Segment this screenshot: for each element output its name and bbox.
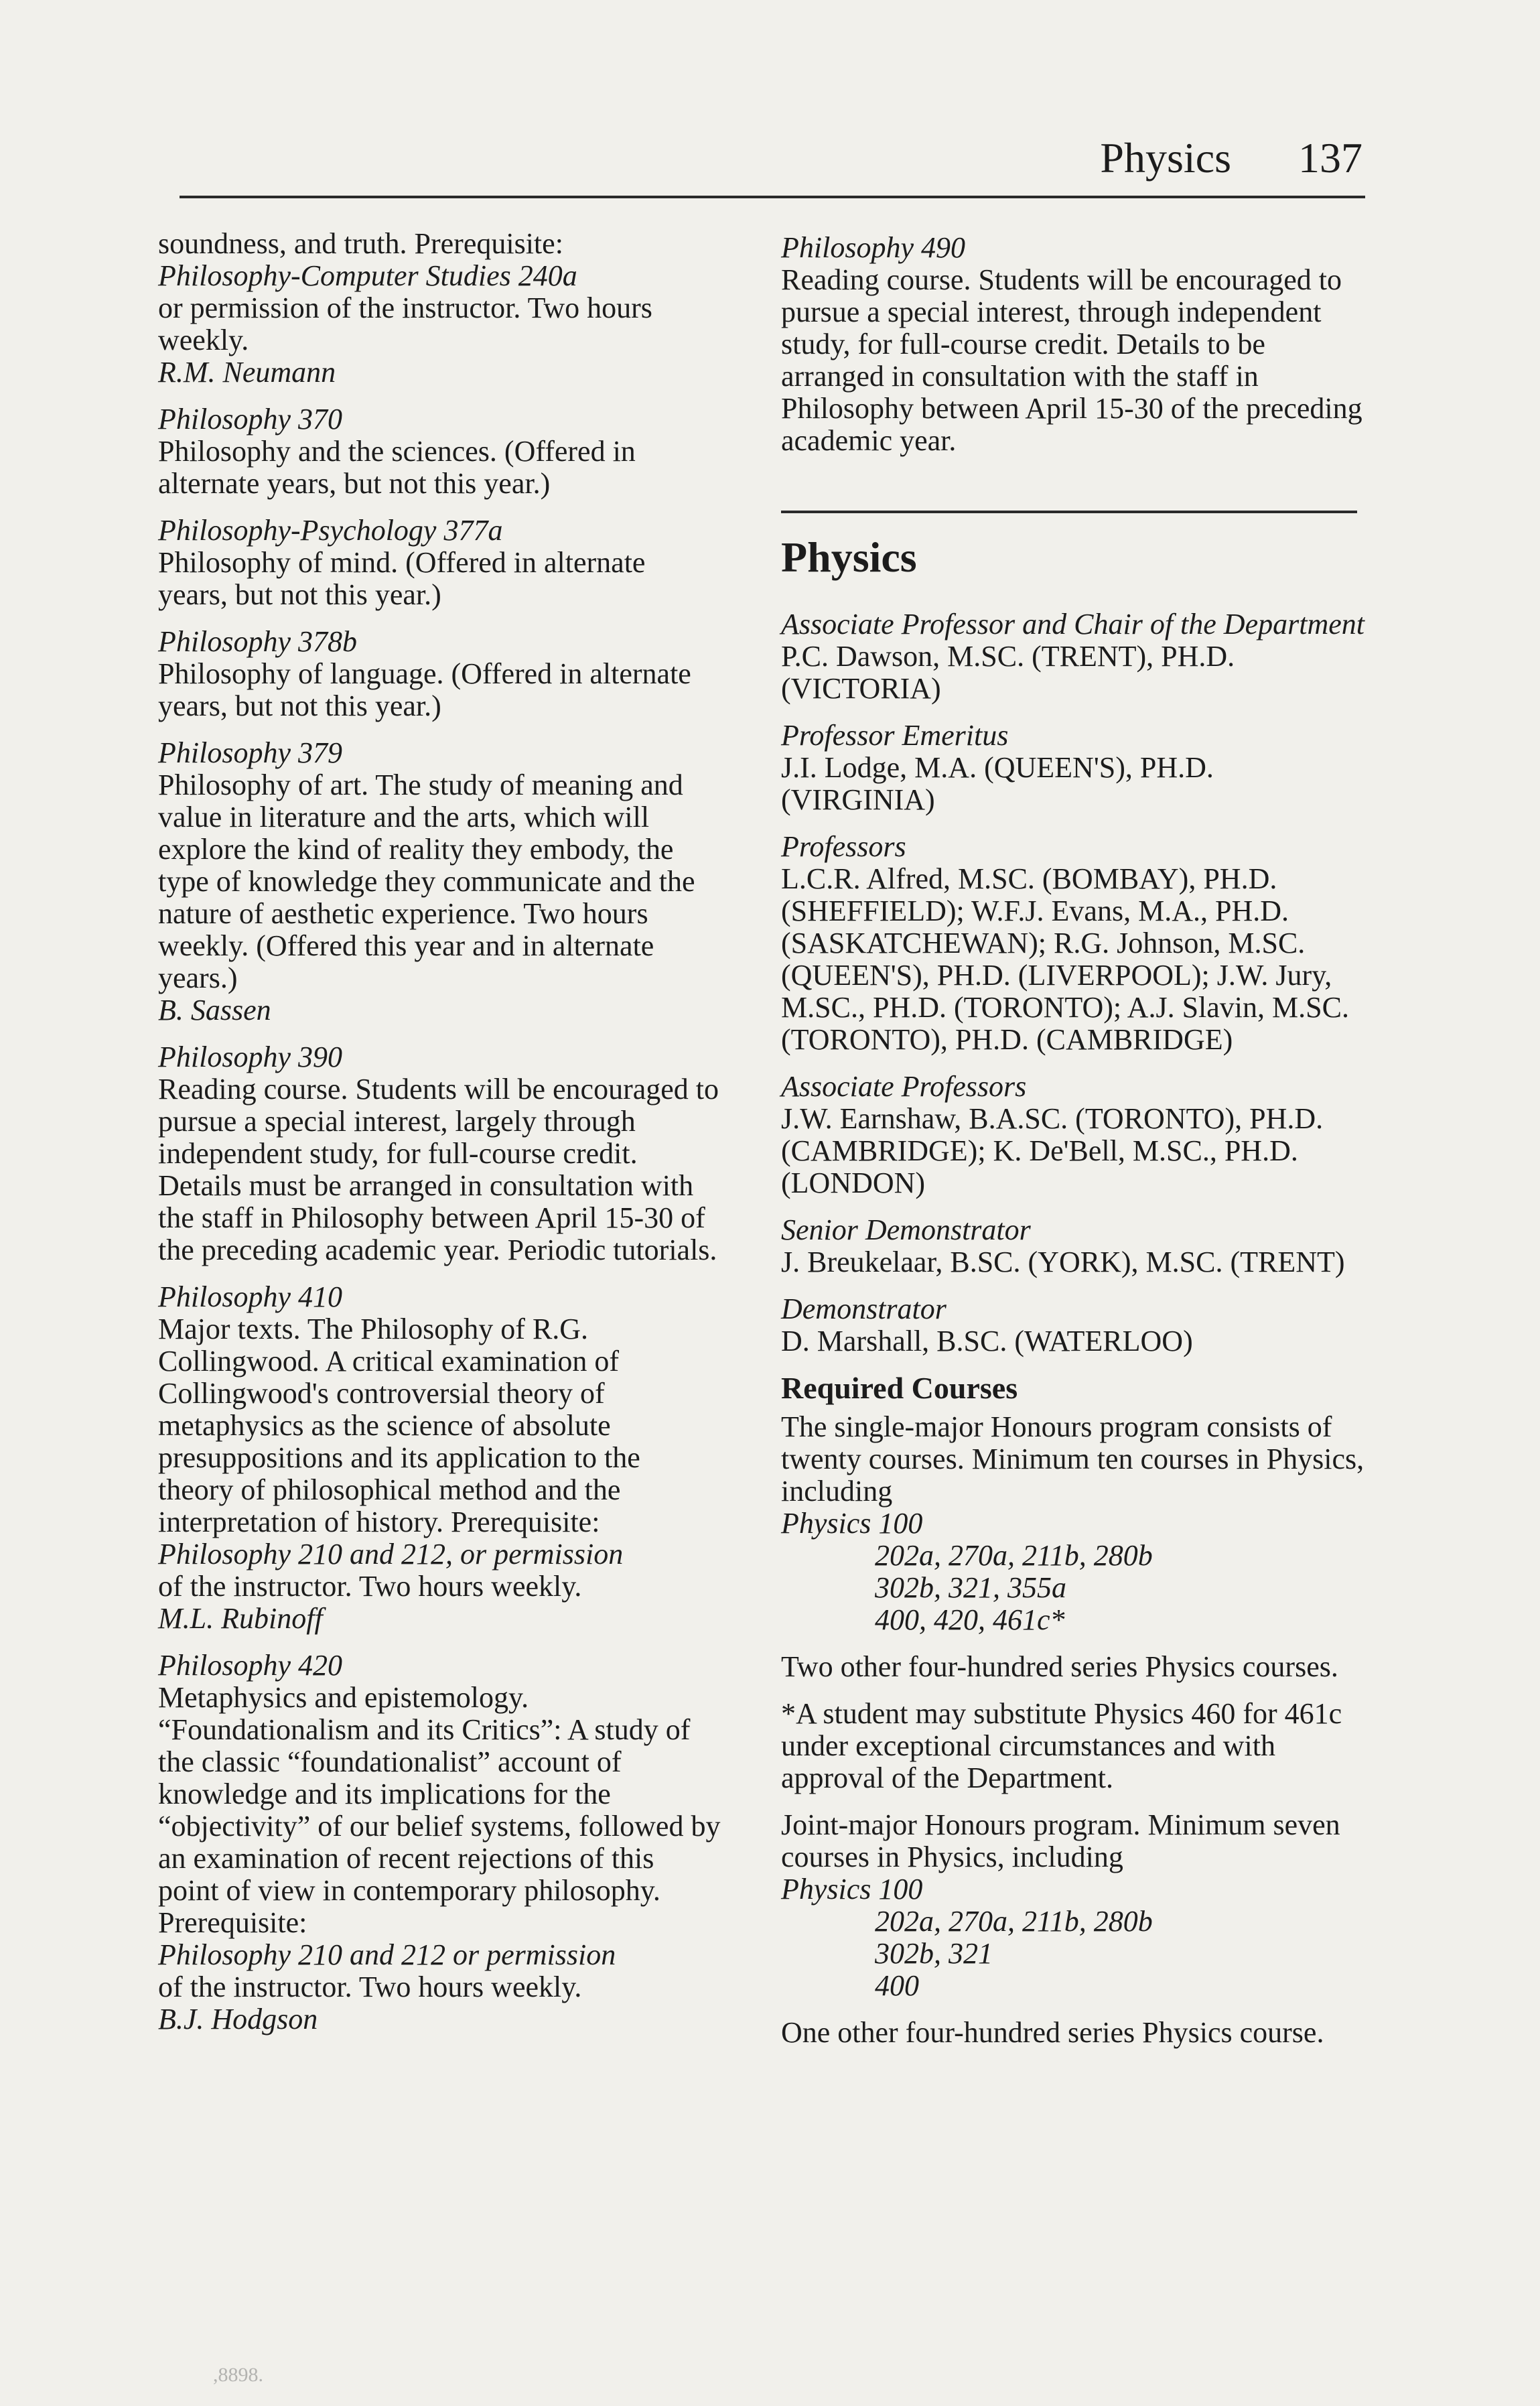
- body-text: soundness, and truth. Prerequisite:: [158, 227, 563, 260]
- body-text: Philosophy of art. The study of meaning and value in literature and the arts, which will explore the kind of reality they embody, the type of knowledge they communicate and the nature of aesthetic experience. Two hours weekly. (Offered this year and in alternate years.): [158, 768, 695, 994]
- spacer: [158, 1635, 721, 1650]
- body-text: P.C. Dawson, M.SC. (TRENT), PH.D. (VICTORIA): [781, 640, 1235, 705]
- physics-faculty-and-courses: [781, 608, 1371, 2049]
- italic-line: Philosophy 210 and 212, or permission: [158, 1538, 624, 1570]
- italic-line: Philosophy 410: [158, 1280, 342, 1313]
- italic-line: R.M. Neumann: [158, 356, 336, 389]
- spacer: [781, 2002, 1371, 2017]
- course-list-line: 400: [875, 1969, 919, 2002]
- right-column: [781, 232, 1371, 2049]
- section-title: Physics: [1100, 134, 1231, 182]
- italic-line: Philosophy 378b: [158, 625, 357, 658]
- italic-line: Senior Demonstrator: [781, 1213, 1031, 1246]
- body-text: Major texts. The Philosophy of R.G. Collingwood. A critical examination of Collingwood's controversial theory of metaphysics as the science of absolute presuppositions and its application to the theory of philosophical method and the interpretation of history. Prerequisite:: [158, 1313, 640, 1538]
- italic-line: M.L. Rubinoff: [158, 1602, 323, 1635]
- italic-line: Philosophy 390: [158, 1041, 342, 1073]
- philosophy-490-entry: [781, 232, 1371, 457]
- body-text: D. Marshall, B.SC. (WATERLOO): [781, 1325, 1193, 1357]
- running-head: [180, 131, 1365, 198]
- body-text: The single-major Honours program consists of twenty courses. Minimum ten courses in Physics, including: [781, 1410, 1364, 1508]
- body-text: J.I. Lodge, M.A. (QUEEN'S), PH.D. (VIRGINIA): [781, 751, 1214, 816]
- body-text: Philosophy of mind. (Offered in alternate years, but not this year.): [158, 546, 646, 611]
- italic-line: Demonstrator: [781, 1292, 947, 1325]
- body-text: Reading course. Students will be encouraged to pursue a special interest, through independent study, for full-course credit. Details to be arranged in consultation with the staff in Philosophy between April 15-30 of the preceding academic year.: [781, 263, 1362, 457]
- body-text: Metaphysics and epistemology. “Foundationalism and its Critics”: A study of the classic “foundationalist” account of knowledge and its implications for the “objectivity” of our belief systems, followed by an examination of recent rejections of this point of view in contemporary philosophy. Prerequisite:: [158, 1681, 721, 1939]
- page-number: 137: [1298, 134, 1362, 182]
- body-text: J.W. Earnshaw, B.A.SC. (TORONTO), PH.D. (CAMBRIDGE); K. De'Bell, M.SC., PH.D. (LONDON): [781, 1102, 1324, 1199]
- body-text: L.C.R. Alfred, M.SC. (BOMBAY), PH.D. (SHEFFIELD); W.F.J. Evans, M.A., PH.D. (SASKATCHEWAN); R.G. Johnson, M.SC. (QUEEN'S), PH.D. (LIVERPOOL); J.W. Jury, M.SC., PH.D. (TORONTO); A.J. Slavin, M.SC. (TORONTO), PH.D. (CAMBRIDGE): [781, 862, 1349, 1056]
- italic-line: B. Sassen: [158, 994, 271, 1026]
- course-list-line: 302b, 321, 355a: [875, 1571, 1066, 1604]
- spacer: [158, 722, 721, 737]
- italic-line: Professors: [781, 830, 906, 863]
- body-text: *A student may substitute Physics 460 for 461c under exceptional circumstances and with approval of the Department.: [781, 1697, 1342, 1794]
- spacer: [158, 1026, 721, 1041]
- section-divider: [781, 511, 1357, 513]
- body-text: of the instructor. Two hours weekly.: [158, 1570, 582, 1603]
- spacer: [158, 1266, 721, 1281]
- spacer: [781, 1056, 1371, 1071]
- spacer: [158, 611, 721, 626]
- body-text: Two other four-hundred series Physics courses.: [781, 1650, 1338, 1683]
- italic-line: Philosophy 370: [158, 403, 342, 436]
- body-text: or permission of the instructor. Two hours weekly.: [158, 291, 652, 356]
- physics-heading: Physics: [781, 533, 917, 581]
- spacer: [781, 816, 1371, 831]
- italic-line: Physics 100: [781, 1873, 923, 1906]
- spacer: [781, 705, 1371, 720]
- italic-line: Philosophy-Computer Studies 240a: [158, 259, 577, 292]
- italic-line: Associate Professors: [781, 1070, 1027, 1103]
- italic-line: Associate Professor and Chair of the Department: [781, 608, 1364, 641]
- italic-line: Philosophy 210 and 212 or permission: [158, 1938, 616, 1971]
- spacer: [781, 1636, 1371, 1651]
- course-list-line: 202a, 270a, 211b, 280b: [875, 1905, 1153, 1938]
- spacer: [781, 1683, 1371, 1698]
- italic-line: Philosophy 420: [158, 1649, 342, 1682]
- spacer: [781, 1794, 1371, 1809]
- spacer: [158, 500, 721, 515]
- spacer: [781, 1199, 1371, 1214]
- body-text: Philosophy and the sciences. (Offered in alternate years, but not this year.): [158, 435, 636, 500]
- body-text: One other four-hundred series Physics course.: [781, 2016, 1324, 2049]
- spacer: [781, 1278, 1371, 1293]
- course-list-line: 202a, 270a, 211b, 280b: [875, 1539, 1153, 1572]
- body-text: Joint-major Honours program. Minimum seven courses in Physics, including: [781, 1808, 1340, 1873]
- body-text: Philosophy of language. (Offered in alternate years, but not this year.): [158, 657, 691, 722]
- spacer: [158, 389, 721, 403]
- page-mark: ,8898.: [213, 2364, 263, 2386]
- body-text: Reading course. Students will be encouraged to pursue a special interest, largely through independent study, for full-course credit. Details must be arranged in consultation with the staff in Philosophy between April 15-30 of the preceding academic year. Periodic tutorials.: [158, 1073, 719, 1266]
- italic-line: Professor Emeritus: [781, 719, 1009, 752]
- italic-line: Philosophy 490: [781, 231, 965, 264]
- course-list-line: 302b, 321: [875, 1937, 993, 1970]
- italic-line: Philosophy-Psychology 377a: [158, 514, 503, 547]
- italic-line: Philosophy 379: [158, 736, 342, 769]
- body-text: J. Breukelaar, B.SC. (YORK), M.SC. (TRENT): [781, 1246, 1345, 1278]
- left-column: [158, 228, 721, 2035]
- course-list-line: 400, 420, 461c*: [875, 1603, 1065, 1636]
- italic-line: B.J. Hodgson: [158, 2003, 318, 2035]
- body-text: of the instructor. Two hours weekly.: [158, 1970, 582, 2003]
- subheading: Required Courses: [781, 1371, 1018, 1405]
- italic-line: Physics 100: [781, 1507, 923, 1540]
